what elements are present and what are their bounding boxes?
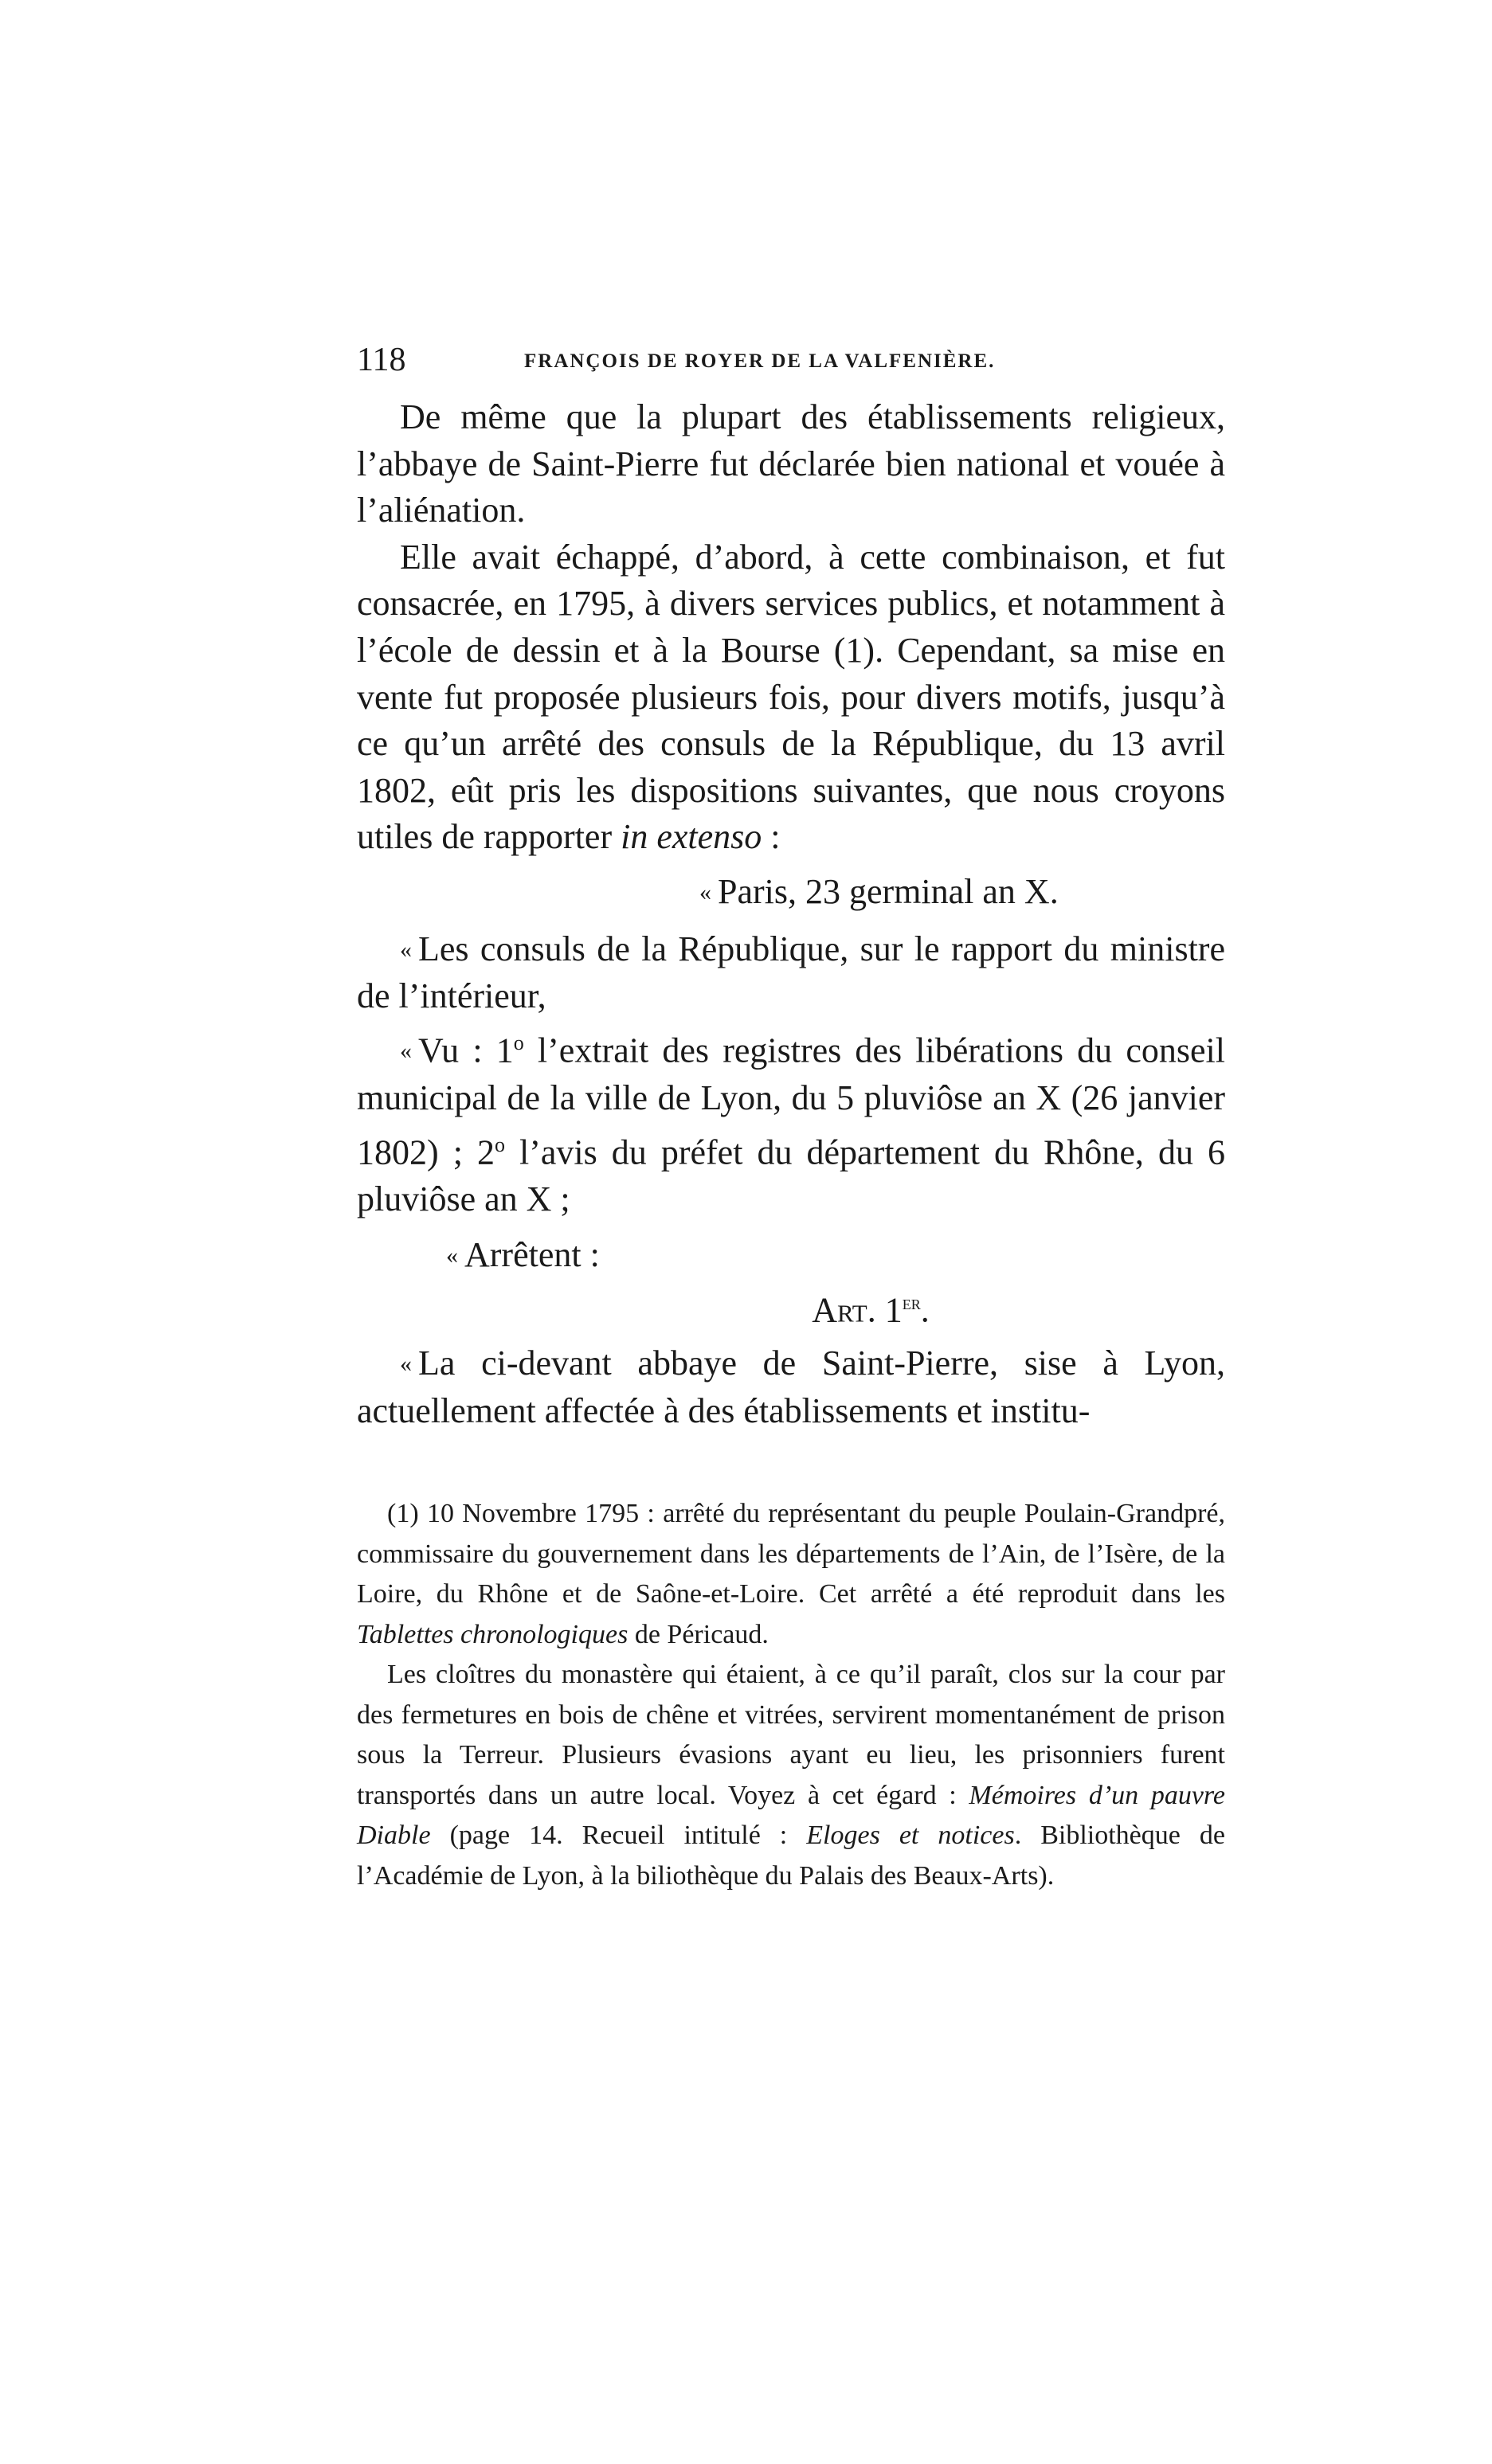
article-heading: Art. 1er. xyxy=(812,1290,930,1330)
footnote-1-continued: Les cloîtres du monastère qui étaient, à ce qu’il paraît, clos sur la cour par des fermetures en bois de chêne et vitrées, servirent momentanément de prison sous la Terreur. Plusieurs évasions ayant eu lieu, les prisonniers furent transportés dans un autre local. Voyez à cet égard : Mémoires d’un pauvre Diable (page 14. Recueil intitulé : Eloges et notices. Bibliothèque de l’Académie de Lyon, à la biliothèque du Palais des Beaux-Arts). xyxy=(357,1660,1225,1891)
dateline: « Paris, 23 germinal an X. xyxy=(699,871,1059,911)
paragraph-vu: « Vu : 1$^o$ l’extrait des registres des libérations du conseil municipal de la ville de Lyon, du 5 pluviôse an X (26 janvier 1802) ; 2$^o$ l’avis du préfet du département du Rhône, du 6 pluviôse an X ; xyxy=(357,1031,1225,1218)
paragraph-article: « La ci-devant abbaye de Saint-Pierre, sise à Lyon, actuellement affectée à des établissements et institu- xyxy=(357,1343,1225,1430)
paragraph-consuls: « Les consuls de la République, sur le rapport du ministre de l’intérieur, xyxy=(357,929,1225,1016)
page-header xyxy=(357,341,1225,381)
page-number: 118 xyxy=(357,342,406,378)
main-text xyxy=(357,394,1225,1434)
italic-phrase: in extenso xyxy=(621,817,762,857)
footnotes xyxy=(357,1494,1225,1896)
arretent-line: « Arrêtent : xyxy=(446,1235,600,1275)
paragraph-2: Elle avait échappé, d’abord, à cette combinaison, et fut consacrée, en 1795, à divers services publics, et notamment à l’école de dessin et à la Bourse (1). Cependant, sa mise en vente fut proposée plusieurs fois, pour divers motifs, jusqu’à ce qu’un arrêté des consuls de la République, du 13 avril 1802, eût pris les dispositions suivantes, que nous croyons utiles de rapporter in extenso : xyxy=(357,537,1225,857)
paragraph-1: De même que la plupart des établissements religieux, l’abbaye de Saint-Pierre fut déclarée bien national et vouée à l’aliénation. xyxy=(357,397,1225,530)
running-head: FRANÇOIS DE ROYER DE LA VALFENIÈRE. xyxy=(524,350,996,372)
footnote-1: (1) 10 Novembre 1795 : arrêté du représentant du peuple Poulain-Grandpré, commissaire du gouvernement dans les départements de l’Ain, de l’Isère, de la Loire, du Rhône et de Saône-et-Loire. Cet arrêté a été reproduit dans les Tablettes chronologiques de Péricaud. xyxy=(357,1499,1225,1649)
